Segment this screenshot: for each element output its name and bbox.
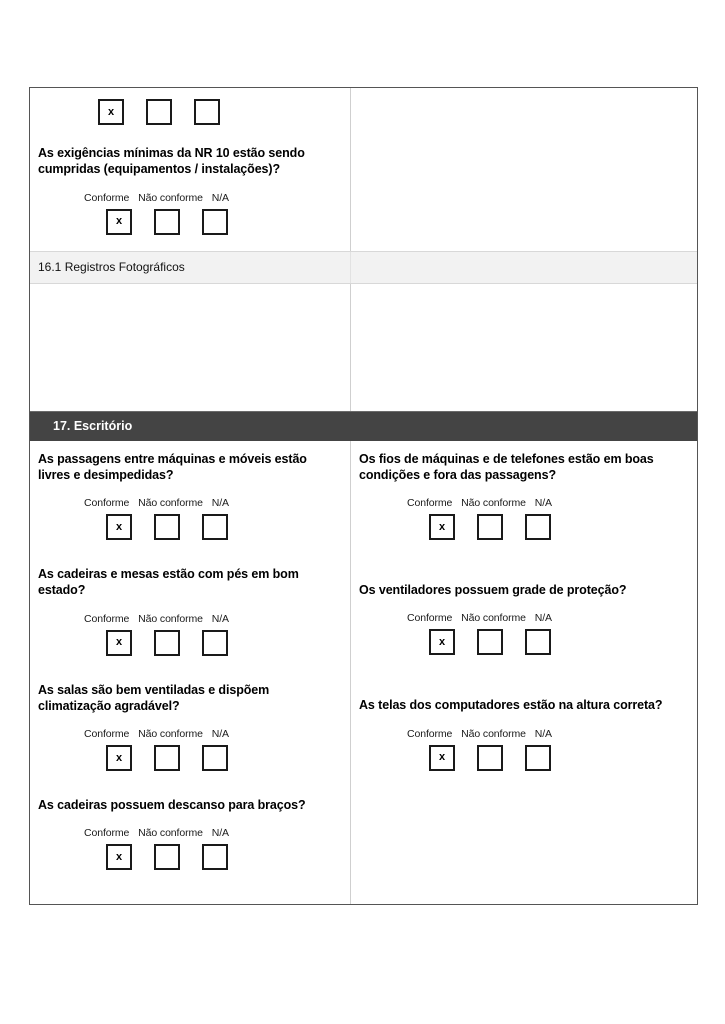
question-text: As telas dos computadores estão na altura correta? xyxy=(359,698,663,713)
label-nao-conforme: Não conforme xyxy=(138,612,203,625)
photo-records-area xyxy=(30,284,697,411)
checkbox-group xyxy=(359,629,689,655)
label-na: N/A xyxy=(534,497,552,509)
checkbox-conforme[interactable]: x xyxy=(429,629,455,655)
subsection-empty-cell xyxy=(351,252,697,283)
label-na: N/A xyxy=(211,191,229,204)
checkbox-conforme[interactable]: x xyxy=(106,514,132,540)
question-block xyxy=(351,687,697,786)
checkbox-nao-conforme[interactable] xyxy=(154,630,180,656)
checkbox-conforme[interactable]: x xyxy=(429,514,455,540)
subsection-title-cell xyxy=(30,252,351,283)
label-conforme: Conforme xyxy=(84,728,130,740)
label-conforme: Conforme xyxy=(407,612,453,625)
section-17-body xyxy=(30,441,697,905)
label-conforme: Conforme xyxy=(84,827,130,840)
section-header-17 xyxy=(30,411,697,441)
column-spacer xyxy=(351,671,697,687)
label-conforme: Conforme xyxy=(84,191,130,204)
checkbox-group-continued-top xyxy=(30,88,350,125)
question-block xyxy=(30,135,350,251)
question-text: Os ventiladores possuem grade de proteção? xyxy=(359,583,627,597)
checkbox-conforme[interactable]: x xyxy=(106,745,132,771)
checkbox-group xyxy=(359,514,689,540)
label-conforme: Conforme xyxy=(407,727,453,740)
label-nao-conforme: Não conforme xyxy=(461,727,526,740)
section-17-right-column xyxy=(351,441,697,905)
checkbox-na[interactable] xyxy=(525,745,551,771)
checkbox-na[interactable] xyxy=(202,209,228,235)
checkbox-group xyxy=(38,844,342,870)
question-text: As cadeiras possuem descanso para braços? xyxy=(38,798,306,812)
question-block xyxy=(351,441,697,557)
checkbox-group xyxy=(38,745,342,771)
checkbox-na[interactable] xyxy=(202,745,228,771)
continued-question-row xyxy=(30,88,697,251)
label-conforme: Conforme xyxy=(84,497,130,509)
checkbox-group xyxy=(38,630,342,656)
checkbox-group xyxy=(38,514,342,540)
checkbox-conforme[interactable]: x xyxy=(106,844,132,870)
checkbox-na[interactable] xyxy=(202,630,228,656)
section-header-title: 17. Escritório xyxy=(53,418,133,433)
option-labels xyxy=(38,192,342,204)
label-conforme: Conforme xyxy=(84,612,130,625)
column-spacer xyxy=(351,556,697,572)
checkbox-conforme[interactable]: x xyxy=(106,630,132,656)
photo-cell-right[interactable] xyxy=(351,284,697,411)
checklist-table xyxy=(29,87,698,905)
question-block xyxy=(30,787,350,886)
option-labels xyxy=(38,497,342,509)
checkbox-na[interactable] xyxy=(202,514,228,540)
question-text: As exigências mínimas da NR 10 estão sendo cumpridas (equipamentos / instalações)? xyxy=(38,146,305,177)
continued-question-cell-right xyxy=(351,88,697,251)
question-block xyxy=(351,572,697,671)
label-nao-conforme: Não conforme xyxy=(138,191,203,204)
section-17-left-column xyxy=(30,441,351,905)
subsection-title: 16.1 Registros Fotográficos xyxy=(38,259,185,274)
question-text: As cadeiras e mesas estão com pés em bom estado? xyxy=(38,567,299,598)
question-text: As salas são bem ventiladas e dispõem climatização agradável? xyxy=(38,682,270,713)
option-labels xyxy=(38,728,342,740)
option-labels xyxy=(359,728,689,740)
question-block xyxy=(30,672,350,788)
label-na: N/A xyxy=(211,728,229,740)
label-na: N/A xyxy=(211,497,229,509)
checkbox-nao-conforme[interactable] xyxy=(477,629,503,655)
label-na: N/A xyxy=(211,827,229,840)
checkbox-na[interactable] xyxy=(525,629,551,655)
label-conforme: Conforme xyxy=(407,497,453,509)
label-nao-conforme: Não conforme xyxy=(138,827,203,840)
question-block xyxy=(30,556,350,672)
label-nao-conforme: Não conforme xyxy=(138,728,203,740)
checkbox-conforme[interactable]: x xyxy=(106,209,132,235)
checkbox-nao-conforme[interactable] xyxy=(477,514,503,540)
checkbox-conforme[interactable]: x xyxy=(429,745,455,771)
checkbox-group xyxy=(359,745,689,771)
label-na: N/A xyxy=(534,727,552,740)
checkbox-nao-conforme[interactable] xyxy=(146,99,172,125)
checkbox-na[interactable] xyxy=(194,99,220,125)
checkbox-nao-conforme[interactable] xyxy=(154,745,180,771)
checkbox-group xyxy=(38,209,342,235)
option-labels xyxy=(38,613,342,625)
option-labels xyxy=(38,827,342,839)
label-nao-conforme: Não conforme xyxy=(461,612,526,625)
photo-cell-left[interactable] xyxy=(30,284,351,411)
question-text: As passagens entre máquinas e móveis estão livres e desimpedidas? xyxy=(38,451,307,482)
label-nao-conforme: Não conforme xyxy=(461,497,526,509)
checkbox-conforme[interactable]: x xyxy=(98,99,124,125)
option-labels xyxy=(359,612,689,624)
label-na: N/A xyxy=(534,612,552,625)
checkbox-nao-conforme[interactable] xyxy=(477,745,503,771)
label-nao-conforme: Não conforme xyxy=(138,497,203,509)
question-block xyxy=(30,441,350,557)
checkbox-na[interactable] xyxy=(202,844,228,870)
continued-question-cell xyxy=(30,88,351,251)
option-labels xyxy=(359,497,689,509)
checkbox-nao-conforme[interactable] xyxy=(154,844,180,870)
question-text: Os fios de máquinas e de telefones estão em boas condições e fora das passagens? xyxy=(359,451,654,482)
subsection-row xyxy=(30,251,697,284)
checkbox-nao-conforme[interactable] xyxy=(154,514,180,540)
checkbox-nao-conforme[interactable] xyxy=(154,209,180,235)
label-na: N/A xyxy=(211,612,229,625)
checkbox-na[interactable] xyxy=(525,514,551,540)
